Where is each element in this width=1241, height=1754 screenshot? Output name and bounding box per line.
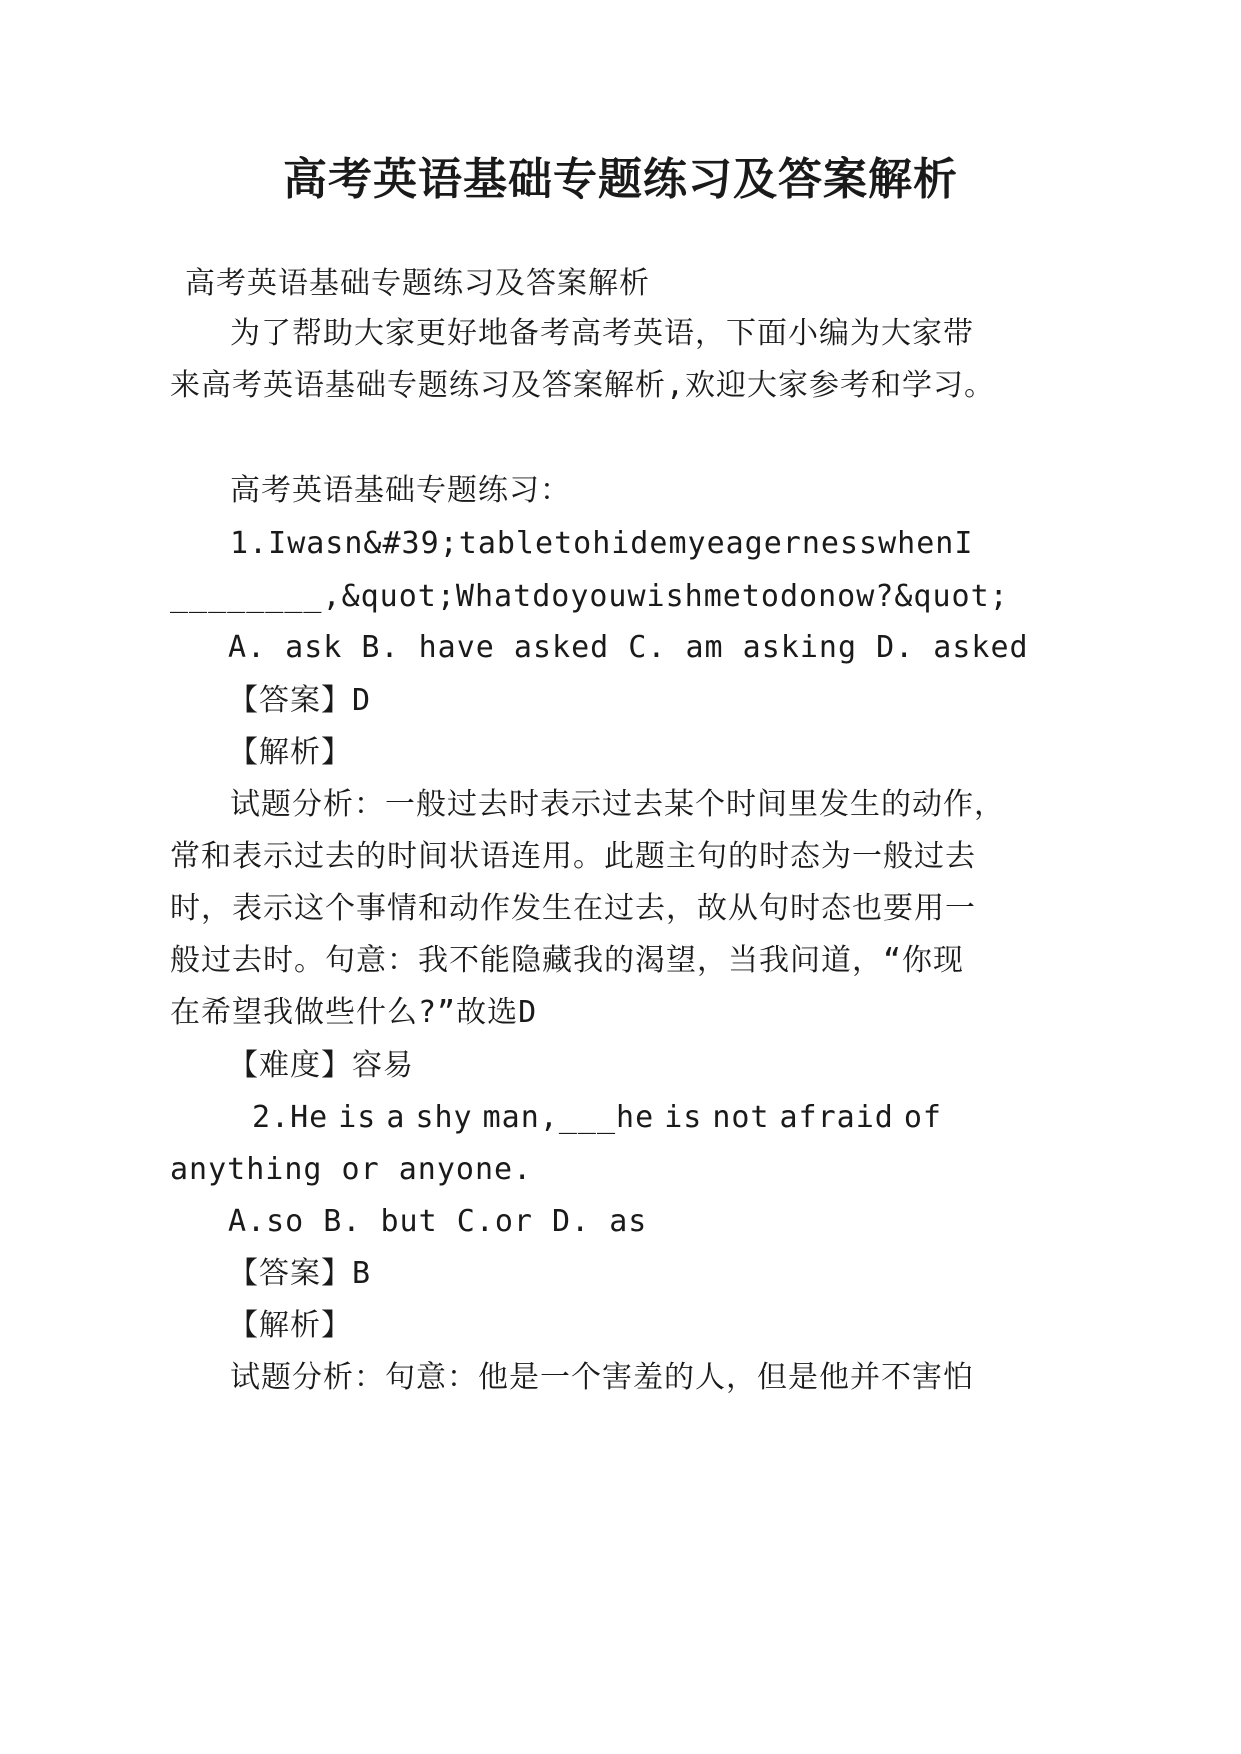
word: 1.I xyxy=(230,526,288,561)
q1-analysis-line: 时，表示这个事情和动作发生在过去，故从句时态也要用一 xyxy=(170,891,976,926)
q2-answer: 【答案】B xyxy=(228,1256,372,1291)
q2-analysis-label: 【解析】 xyxy=(228,1308,352,1343)
word: afraid xyxy=(779,1100,894,1135)
q1-analysis-line: 般过去时。句意：我不能隐藏我的渴望，当我问道，“你现 xyxy=(170,943,965,978)
word: shy xyxy=(415,1100,473,1135)
q1-stem-line-1 xyxy=(230,524,974,564)
word: wasn&#39;t xyxy=(287,526,478,561)
word: you xyxy=(570,579,628,614)
q1-analysis-line: 试题分析：一般过去时表示过去某个时间里发生的动作， xyxy=(230,787,1005,822)
word: I xyxy=(954,526,974,561)
q2-options: A.so B. but C.or D. as xyxy=(228,1204,648,1239)
q2-analysis-line: 试题分析：句意：他是一个害羞的人，但是他并不害怕 xyxy=(230,1360,974,1395)
intro-line-1: 为了帮助大家更好地备考高考英语，下面小编为大家带 xyxy=(230,316,974,351)
word: eagerness xyxy=(706,526,879,561)
document-title: 高考英语基础专题练习及答案解析 xyxy=(283,154,958,205)
q1-stem-line-2 xyxy=(170,577,1009,617)
q1-analysis-line: 常和表示过去的时间状语连用。此题主句的时态为一般过去 xyxy=(170,839,976,874)
word: do xyxy=(532,579,571,614)
word: is xyxy=(338,1100,377,1135)
word: to xyxy=(741,579,780,614)
word: &quot;What xyxy=(341,579,533,614)
word: now?&quot; xyxy=(818,579,1009,614)
word: of xyxy=(903,1100,942,1135)
word: ________, xyxy=(170,579,342,614)
word: wish xyxy=(627,579,704,614)
q1-options: A. ask B. have asked C. am asking D. asked xyxy=(228,630,1029,665)
word: is xyxy=(664,1100,703,1135)
word: me xyxy=(703,579,742,614)
word: man,___he xyxy=(482,1100,655,1135)
q2-stem-line-1 xyxy=(252,1098,942,1138)
q1-answer: 【答案】D xyxy=(228,683,372,718)
section-heading: 高考英语基础专题练习： xyxy=(230,473,571,508)
word: hide xyxy=(592,526,669,561)
q1-difficulty: 【难度】容易 xyxy=(228,1048,414,1083)
subtitle: 高考英语基础专题练习及答案解析 xyxy=(185,266,650,301)
q1-analysis-label: 【解析】 xyxy=(228,735,352,770)
word: a xyxy=(386,1100,406,1135)
word: not xyxy=(712,1100,770,1135)
word: when xyxy=(878,526,955,561)
word: do xyxy=(780,579,819,614)
intro-line-2: 来高考英语基础专题练习及答案解析,欢迎大家参考和学习。 xyxy=(170,368,996,403)
q2-stem-line-2: anything or anyone. xyxy=(170,1152,533,1187)
word: to xyxy=(554,526,593,561)
q1-analysis-line: 在希望我做些什么?”故选D xyxy=(170,995,538,1030)
word: my xyxy=(668,526,707,561)
word: able xyxy=(477,526,555,561)
word: 2.He xyxy=(252,1100,329,1135)
